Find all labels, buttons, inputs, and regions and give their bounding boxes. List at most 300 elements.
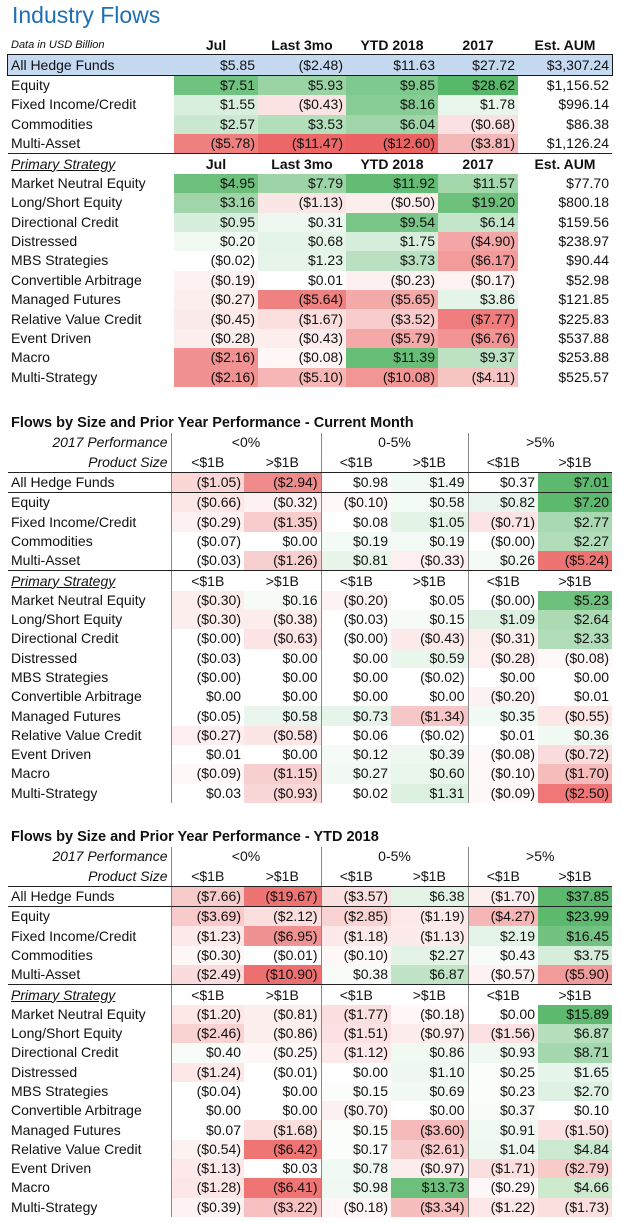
value-cell: $0.00 — [244, 687, 321, 706]
strategy-header-label: Primary Strategy — [11, 986, 116, 1003]
value-cell: $0.58 — [244, 706, 321, 725]
value-cell: ($7.66) — [171, 886, 244, 906]
row-label: Multi-Strategy — [11, 1198, 98, 1215]
value-cell: ($0.28) — [468, 649, 538, 668]
value-cell: $6.14 — [438, 213, 518, 232]
column-header: Last 3mo — [271, 37, 333, 54]
size-header-row — [8, 453, 612, 473]
performance-group: >5% — [468, 433, 612, 452]
value-cell: $7.20 — [538, 493, 612, 513]
value-cell: ($1.20) — [171, 1005, 244, 1024]
value-cell: ($1.13) — [391, 926, 468, 945]
value-cell: $0.00 — [171, 687, 244, 706]
value-cell: ($2.49) — [171, 965, 244, 985]
value-cell: $0.16 — [244, 591, 321, 610]
value-cell: ($0.18) — [391, 1005, 468, 1024]
value-cell: ($7.77) — [438, 309, 518, 328]
value-cell: ($1.70) — [468, 886, 538, 906]
value-cell: ($0.68) — [438, 115, 518, 134]
value-cell: $1.55 — [174, 95, 258, 114]
value-cell: ($0.00) — [171, 668, 244, 687]
size-header: <$1B — [171, 867, 244, 887]
value-cell: ($0.27) — [174, 290, 258, 309]
value-cell: $0.82 — [468, 493, 538, 513]
column-header: 2017 — [438, 154, 518, 174]
size-header: >$1B — [412, 572, 446, 589]
row-label: All Hedge Funds — [8, 55, 174, 75]
value-cell: ($0.10) — [468, 764, 538, 783]
value-cell: ($3.57) — [321, 886, 391, 906]
value-cell: $23.99 — [538, 907, 612, 927]
value-cell: ($0.55) — [538, 706, 612, 725]
strategy-row — [8, 745, 612, 764]
value-cell: ($3.52) — [346, 309, 438, 328]
value-cell: ($0.00) — [321, 629, 391, 648]
value-cell: ($0.01) — [244, 1063, 321, 1082]
value-cell: $8.16 — [346, 95, 438, 114]
row-label: Market Neutral Equity — [11, 1005, 146, 1022]
size-header: <$1B — [468, 571, 538, 591]
value-cell: $0.86 — [391, 1043, 468, 1062]
size-header: >$1B — [391, 867, 468, 887]
size-header: <$1B — [321, 571, 391, 591]
value-cell: ($5.79) — [346, 329, 438, 348]
row-label: MBS Strategies — [11, 669, 109, 685]
row-label: MBS Strategies — [11, 252, 109, 269]
value-cell: ($1.22) — [468, 1198, 538, 1217]
value-cell: ($0.02) — [391, 726, 468, 745]
value-cell: $1.05 — [391, 512, 468, 531]
asset-class-row — [8, 551, 612, 571]
value-cell: ($19.67) — [244, 886, 321, 906]
value-cell: $5.23 — [538, 591, 612, 610]
all-hedge-funds-row — [8, 886, 612, 906]
value-cell: ($0.43) — [391, 629, 468, 648]
strategy-header-row — [8, 571, 612, 591]
strategy-row — [8, 348, 612, 367]
performance-header-row — [8, 847, 612, 866]
value-cell: ($0.72) — [538, 745, 612, 764]
value-cell: $0.00 — [244, 649, 321, 668]
value-cell: $0.59 — [391, 649, 468, 668]
strategy-row — [8, 271, 612, 290]
performance-group: <0% — [171, 433, 321, 452]
value-cell: $0.36 — [538, 726, 612, 745]
value-cell: $0.01 — [538, 687, 612, 706]
asset-class-row — [8, 115, 612, 134]
column-header: YTD 2018 — [346, 154, 438, 174]
value-cell: ($3.81) — [438, 134, 518, 154]
value-cell: ($5.78) — [174, 134, 258, 154]
value-cell: $0.98 — [321, 472, 391, 492]
row-label: Macro — [11, 1179, 50, 1196]
value-cell: ($5.65) — [346, 290, 438, 309]
value-cell: $0.07 — [171, 1120, 244, 1139]
value-cell: $159.56 — [558, 213, 609, 230]
size-header: <$1B — [171, 571, 244, 591]
value-cell: $6.87 — [391, 965, 468, 985]
value-cell: ($1.50) — [538, 1120, 612, 1139]
row-label: Distressed — [11, 233, 78, 250]
row-label: Relative Value Credit — [11, 310, 142, 327]
row-label: Multi-Strategy — [11, 784, 98, 801]
value-cell: ($3.69) — [171, 907, 244, 927]
value-cell: ($11.47) — [258, 134, 346, 154]
value-cell: $0.60 — [391, 764, 468, 783]
value-cell: $0.98 — [321, 1178, 391, 1197]
value-cell: $0.27 — [321, 764, 391, 783]
strategy-row — [8, 1178, 612, 1197]
value-cell: ($0.04) — [171, 1082, 244, 1101]
strategy-row — [8, 232, 612, 251]
size-header: >$1B — [538, 867, 612, 887]
value-cell: ($0.07) — [171, 532, 244, 551]
value-cell: $0.00 — [244, 1101, 321, 1120]
row-label: Commodities — [11, 115, 93, 132]
size-header: <$1B — [468, 985, 538, 1005]
value-cell: ($0.97) — [391, 1159, 468, 1178]
value-cell: ($1.51) — [321, 1024, 391, 1043]
row-label: Convertible Arbitrage — [11, 688, 142, 705]
value-cell: $0.81 — [321, 551, 391, 571]
performance-label: 2017 Performance — [52, 848, 168, 865]
value-cell: $3,307.24 — [518, 55, 612, 75]
value-cell: $0.35 — [468, 706, 538, 725]
value-cell: ($0.63) — [244, 629, 321, 648]
value-cell: ($0.08) — [538, 649, 612, 668]
value-cell: ($0.54) — [171, 1140, 244, 1159]
value-cell: $7.79 — [258, 174, 346, 193]
value-cell: ($0.39) — [171, 1198, 244, 1217]
value-cell: $3.86 — [438, 290, 518, 309]
strategy-row — [8, 1101, 612, 1120]
row-label: Long/Short Equity — [11, 1025, 123, 1042]
all-hedge-funds-row — [8, 55, 612, 75]
value-cell: ($1.70) — [538, 764, 612, 783]
value-cell: $52.98 — [566, 271, 609, 288]
value-cell: ($6.17) — [438, 251, 518, 270]
value-cell: ($0.43) — [258, 95, 346, 114]
value-cell: ($2.79) — [538, 1159, 612, 1178]
value-cell: $0.95 — [174, 213, 258, 232]
value-cell: $0.01 — [468, 726, 538, 745]
row-label: Market Neutral Equity — [11, 174, 146, 191]
value-cell: ($1.56) — [468, 1024, 538, 1043]
value-cell: ($4.11) — [438, 368, 518, 387]
value-cell: $4.84 — [538, 1140, 612, 1159]
value-cell: ($1.73) — [538, 1198, 612, 1217]
row-label: Convertible Arbitrage — [11, 1102, 142, 1119]
section-title: Flows by Size and Prior Year Performance - YTD 2018 — [11, 829, 379, 846]
value-cell: $9.54 — [346, 213, 438, 232]
value-cell: $0.69 — [391, 1082, 468, 1101]
value-cell: $15.89 — [538, 1005, 612, 1024]
row-label: All Hedge Funds — [8, 886, 171, 906]
asset-class-row — [8, 95, 612, 114]
value-cell: $0.00 — [321, 1063, 391, 1082]
value-cell: $19.20 — [438, 193, 518, 212]
strategy-row — [8, 329, 612, 348]
value-cell: ($0.05) — [171, 706, 244, 725]
size-header: >$1B — [244, 867, 321, 887]
row-label: Distressed — [11, 1063, 78, 1080]
value-cell: $0.31 — [258, 213, 346, 232]
value-cell: ($6.42) — [244, 1140, 321, 1159]
value-cell: ($10.08) — [346, 368, 438, 387]
value-cell: $0.37 — [468, 472, 538, 492]
size-header: <$1B — [171, 453, 244, 473]
row-label: Relative Value Credit — [11, 726, 142, 743]
size-header: <$1B — [171, 985, 244, 1005]
value-cell: ($12.60) — [346, 134, 438, 154]
value-cell: $0.68 — [258, 232, 346, 251]
strategy-row — [8, 1082, 612, 1101]
value-cell: $9.37 — [438, 348, 518, 367]
value-cell: $800.18 — [558, 194, 609, 211]
column-header: Last 3mo — [258, 154, 346, 174]
row-label: Event Driven — [11, 330, 92, 347]
strategy-header-label: Primary Strategy — [8, 154, 174, 174]
value-cell: ($1.34) — [391, 706, 468, 725]
value-cell: ($4.90) — [438, 232, 518, 251]
value-cell: $0.00 — [244, 745, 321, 764]
size-header: >$1B — [412, 986, 446, 1003]
value-cell: $86.38 — [566, 115, 609, 132]
value-cell: $0.00 — [244, 532, 321, 551]
value-cell: ($0.17) — [438, 271, 518, 290]
value-cell: $0.73 — [321, 706, 391, 725]
value-cell: ($0.02) — [391, 668, 468, 687]
value-cell: $0.15 — [321, 1082, 391, 1101]
value-cell: ($0.03) — [171, 551, 244, 571]
row-label: Macro — [11, 765, 50, 782]
value-cell: $1,156.52 — [518, 75, 612, 95]
value-cell: ($0.19) — [174, 271, 258, 290]
row-label: Multi-Strategy — [11, 368, 98, 385]
strategy-row — [8, 1120, 612, 1139]
performance-group: 0-5% — [321, 433, 468, 452]
strategy-row — [8, 687, 612, 706]
value-cell: ($5.64) — [258, 290, 346, 309]
value-cell: $4.95 — [174, 174, 258, 193]
strategy-row — [8, 1159, 612, 1178]
value-cell: $27.72 — [438, 55, 518, 75]
value-cell: $0.00 — [468, 1005, 538, 1024]
strategy-row — [8, 368, 612, 387]
value-cell: $1.31 — [391, 784, 468, 803]
row-label: Equity — [8, 75, 174, 95]
value-cell: ($1.23) — [171, 926, 244, 945]
value-cell: $0.00 — [391, 1101, 468, 1120]
size-header: <$1B — [321, 453, 391, 473]
strategy-row — [8, 591, 612, 610]
performance-group: >5% — [468, 847, 612, 866]
size-label: Product Size — [8, 867, 171, 887]
row-label: Long/Short Equity — [11, 194, 123, 211]
value-cell: ($0.57) — [468, 965, 538, 985]
value-cell: $0.08 — [321, 512, 391, 531]
value-cell: ($0.43) — [258, 329, 346, 348]
strategy-row — [8, 706, 612, 725]
column-header: Est. AUM — [518, 154, 612, 174]
value-cell: $37.85 — [538, 886, 612, 906]
value-cell: $0.01 — [171, 745, 244, 764]
value-cell: ($1.15) — [244, 764, 321, 783]
value-cell: ($2.16) — [174, 368, 258, 387]
value-cell: ($0.18) — [321, 1198, 391, 1217]
value-cell: ($2.48) — [258, 55, 346, 75]
value-cell: $2.64 — [538, 610, 612, 629]
size-header: <$1B — [321, 985, 391, 1005]
all-hedge-funds-row — [8, 472, 612, 492]
strategy-row — [8, 309, 612, 328]
section-title-row — [8, 828, 612, 847]
size-header: >$1B — [391, 453, 468, 473]
value-cell: $7.01 — [538, 472, 612, 492]
asset-class-row — [8, 75, 612, 95]
value-cell: ($10.90) — [244, 965, 321, 985]
value-cell: ($2.46) — [171, 1024, 244, 1043]
value-cell: ($1.19) — [391, 907, 468, 927]
value-cell: ($2.16) — [174, 348, 258, 367]
value-cell: $3.73 — [346, 251, 438, 270]
value-cell: $0.40 — [171, 1043, 244, 1062]
value-cell: ($2.94) — [244, 472, 321, 492]
value-cell: ($0.03) — [321, 610, 391, 629]
value-cell: $5.93 — [258, 75, 346, 95]
strategy-row — [8, 174, 612, 193]
value-cell: ($0.50) — [346, 193, 438, 212]
value-cell: ($0.27) — [171, 726, 244, 745]
strategy-row — [8, 1043, 612, 1062]
asset-class-row — [8, 946, 612, 965]
row-label: MBS Strategies — [11, 1083, 109, 1099]
value-cell: ($2.50) — [538, 784, 612, 803]
value-cell: ($0.38) — [244, 610, 321, 629]
value-cell: ($4.27) — [468, 907, 538, 927]
value-cell: $6.87 — [538, 1024, 612, 1043]
value-cell: ($0.08) — [258, 348, 346, 367]
value-cell: $1.65 — [538, 1063, 612, 1082]
value-cell: ($0.30) — [171, 591, 244, 610]
value-cell: $525.57 — [558, 368, 609, 385]
value-cell: ($0.66) — [171, 493, 244, 513]
size-header: >$1B — [265, 986, 299, 1003]
column-header: 2017 — [462, 37, 494, 54]
value-cell: ($0.20) — [321, 591, 391, 610]
asset-class-row — [8, 532, 612, 551]
value-cell: $0.38 — [321, 965, 391, 985]
value-cell: ($0.33) — [391, 551, 468, 571]
value-cell: $3.75 — [538, 946, 612, 965]
size-header: >$1B — [558, 572, 592, 589]
column-header: YTD 2018 — [360, 37, 424, 54]
value-cell: ($0.00) — [468, 591, 538, 610]
value-cell: ($1.28) — [171, 1178, 244, 1197]
value-cell: $0.01 — [258, 271, 346, 290]
value-cell: ($0.09) — [171, 764, 244, 783]
value-cell: $2.70 — [538, 1082, 612, 1101]
size-header: <$1B — [468, 453, 538, 473]
value-cell: $0.37 — [468, 1101, 538, 1120]
row-label: Commodities — [11, 532, 93, 549]
row-label: Managed Futures — [11, 707, 121, 724]
value-cell: $6.04 — [346, 115, 438, 134]
value-cell: ($0.01) — [244, 946, 321, 965]
value-cell: $28.62 — [438, 75, 518, 95]
strategy-header-row — [8, 985, 612, 1005]
value-cell: $537.88 — [558, 330, 609, 347]
value-cell: ($0.02) — [174, 251, 258, 270]
strategy-row — [8, 213, 612, 232]
strategy-row — [8, 1063, 612, 1082]
value-cell: $0.03 — [171, 784, 244, 803]
value-cell: $16.45 — [538, 926, 612, 945]
value-cell: ($2.85) — [321, 907, 391, 927]
value-cell: ($0.86) — [244, 1024, 321, 1043]
value-cell: ($1.24) — [171, 1063, 244, 1082]
value-cell: $13.73 — [391, 1178, 468, 1197]
performance-header-row — [8, 433, 612, 452]
value-cell: $0.00 — [468, 668, 538, 687]
strategy-row — [8, 193, 612, 212]
asset-class-row — [8, 134, 612, 154]
size-header: >$1B — [265, 572, 299, 589]
value-cell: ($5.24) — [538, 551, 612, 571]
value-cell: $0.02 — [321, 784, 391, 803]
row-label: Relative Value Credit — [11, 1140, 142, 1157]
value-cell: $1.09 — [468, 610, 538, 629]
value-cell: ($0.93) — [244, 784, 321, 803]
strategy-row — [8, 290, 612, 309]
row-label: Fixed Income/Credit — [11, 513, 137, 530]
value-cell: $996.14 — [558, 96, 609, 113]
value-cell: ($0.08) — [468, 745, 538, 764]
performance-group: <0% — [171, 847, 321, 866]
value-cell: $2.19 — [468, 926, 538, 945]
value-cell: ($1.26) — [244, 551, 321, 571]
asset-class-row — [8, 512, 612, 531]
row-label: Directional Credit — [11, 630, 119, 647]
value-cell: ($1.68) — [244, 1120, 321, 1139]
value-cell: $9.85 — [346, 75, 438, 95]
row-label: Market Neutral Equity — [11, 591, 146, 608]
row-label: Convertible Arbitrage — [11, 271, 142, 288]
strategy-row — [8, 629, 612, 648]
column-header: Est. AUM — [534, 37, 596, 54]
value-cell: $0.12 — [321, 745, 391, 764]
value-cell: $11.57 — [438, 174, 518, 193]
strategy-row — [8, 649, 612, 668]
size-header: <$1B — [321, 867, 391, 887]
value-cell: ($0.23) — [346, 271, 438, 290]
value-cell: $0.19 — [321, 532, 391, 551]
asset-class-row — [8, 965, 612, 985]
value-cell: $0.43 — [468, 946, 538, 965]
data-unit-note: Data in USD Billion — [11, 39, 105, 52]
value-cell: ($0.00) — [171, 629, 244, 648]
value-cell: $0.00 — [171, 1101, 244, 1120]
value-cell: $0.15 — [391, 610, 468, 629]
value-cell: $6.38 — [391, 886, 468, 906]
value-cell: $0.17 — [321, 1140, 391, 1159]
value-cell: ($5.90) — [538, 965, 612, 985]
row-label: Event Driven — [11, 746, 92, 763]
value-cell: $8.71 — [538, 1043, 612, 1062]
value-cell: $121.85 — [558, 291, 609, 308]
value-cell: $77.70 — [566, 174, 609, 191]
performance-label: 2017 Performance — [52, 434, 168, 451]
